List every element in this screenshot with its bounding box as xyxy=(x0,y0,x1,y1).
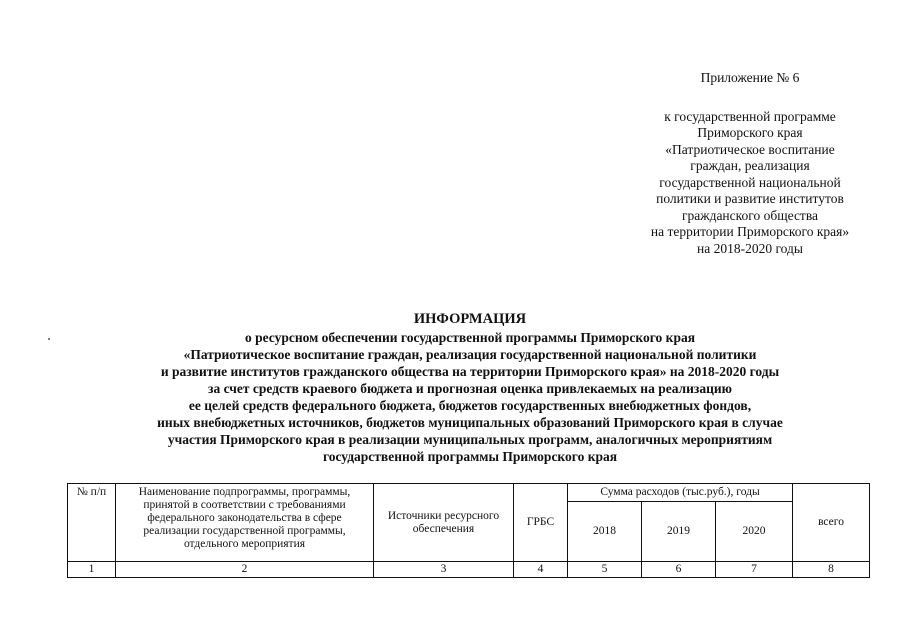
appendix-line: «Патриотическое воспитание xyxy=(665,141,835,157)
header-year: 2019 xyxy=(642,502,716,562)
column-index: 3 xyxy=(374,562,514,578)
column-index: 7 xyxy=(716,562,793,578)
column-index: 6 xyxy=(642,562,716,578)
appendix-number: Приложение № 6 xyxy=(700,70,800,85)
header-source: Источники ресурсного обеспечения xyxy=(374,484,514,562)
scan-speck xyxy=(48,338,50,340)
appendix-line: политики и развитие институтов xyxy=(656,191,844,206)
heading-line: и развитие институтов гражданского общества на территории Приморского края» на 2018-2020 годы xyxy=(160,364,780,379)
header-name: Наименование подпрограммы, программы, принятой в соответствии с требованиями федерального законодательства в сфере реализации государственной программы, отдельного мероприятия xyxy=(116,484,374,562)
heading-line: о ресурсном обеспечении государственной программы Приморского края xyxy=(244,330,696,345)
header-total: всего xyxy=(793,484,870,562)
heading-line: ее целей средств федерального бюджета, бюджетов государственных внебюджетных фондов, xyxy=(188,398,752,413)
appendix-line: на территории Приморского края» xyxy=(650,224,850,239)
heading-line: государственной программы Приморского края xyxy=(322,449,618,464)
heading-line: иных внебюджетных источников, бюджетов муниципальных образований Приморского края в случае xyxy=(157,415,783,430)
appendix-line: на 2018-2020 годы xyxy=(697,240,803,256)
column-index: 1 xyxy=(68,562,116,578)
header-year: 2018 xyxy=(568,502,642,562)
resource-table xyxy=(67,483,870,578)
table-header-row xyxy=(68,484,870,502)
header-sum: Сумма расходов (тыс.руб.), годы xyxy=(568,484,793,502)
document-title: ИНФОРМАЦИЯ xyxy=(413,311,527,327)
heading-line: участия Приморского края в реализации муниципальных программ, аналогичных мероприятиям xyxy=(167,432,773,447)
header-grbs: ГРБС xyxy=(514,484,568,562)
appendix-block xyxy=(600,70,900,257)
appendix-line: граждан, реализация xyxy=(690,158,810,173)
column-index: 5 xyxy=(568,562,642,578)
appendix-line: государственной национальной xyxy=(659,174,841,190)
appendix-line: Приморского края xyxy=(697,125,803,140)
column-index: 4 xyxy=(514,562,568,578)
info-heading xyxy=(80,311,860,465)
header-year: 2020 xyxy=(716,502,793,562)
appendix-line: к государственной программе xyxy=(664,108,836,124)
appendix-line: гражданского общества xyxy=(681,207,819,223)
table-index-row xyxy=(68,562,870,578)
heading-line: за счет средств краевого бюджета и прогнозная оценка привлекаемых на реализацию xyxy=(208,381,732,396)
column-index: 8 xyxy=(793,562,870,578)
heading-line: «Патриотическое воспитание граждан, реализация государственной национальной политики xyxy=(183,347,757,362)
header-num: № п/п xyxy=(68,484,116,562)
column-index: 2 xyxy=(116,562,374,578)
